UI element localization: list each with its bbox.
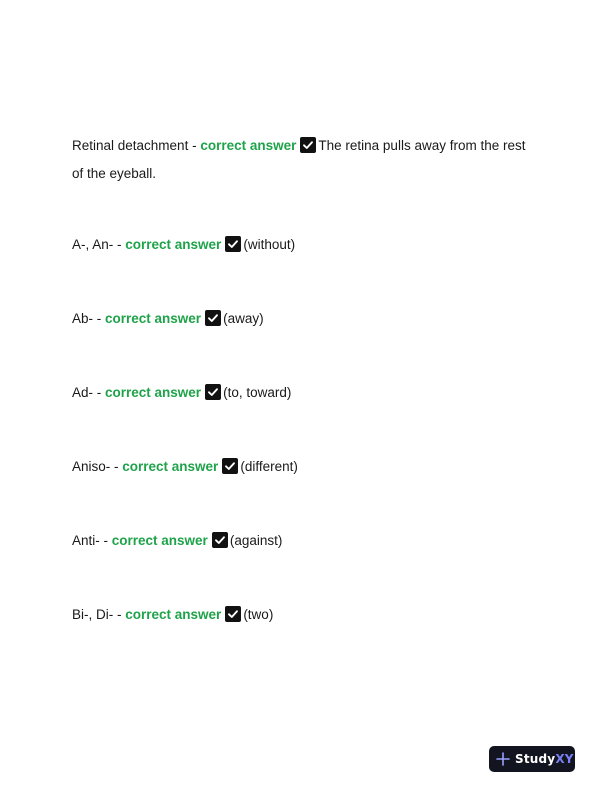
list-item [72, 231, 542, 259]
answer-label: correct answer [111, 533, 208, 548]
term: Retinal detachment - [72, 138, 201, 153]
definition: (against) [229, 533, 283, 548]
answer-label: correct answer [122, 459, 219, 474]
term: Aniso- - [72, 459, 123, 474]
term: A-, An- - [72, 237, 126, 252]
definition: (two) [243, 607, 274, 622]
term: Anti- - [72, 533, 112, 548]
definition: (to, toward) [223, 385, 292, 400]
check-icon [222, 458, 238, 474]
check-icon [205, 310, 221, 326]
term: Bi-, Di- - [72, 607, 126, 622]
answer-label: correct answer [125, 237, 222, 252]
list-item [72, 527, 542, 555]
list-item [72, 379, 542, 407]
term: Ab- - [72, 311, 106, 326]
check-icon [225, 606, 241, 622]
term: Ad- - [72, 385, 106, 400]
flashcard-list [72, 132, 542, 629]
studyxy-logo[interactable] [489, 746, 575, 772]
answer-label: correct answer [125, 607, 222, 622]
check-icon [300, 137, 316, 153]
list-item [72, 601, 542, 629]
brand-name: StudyXY [515, 752, 574, 766]
check-icon [225, 236, 241, 252]
answer-label: correct answer [105, 311, 202, 326]
plus-icon [496, 752, 510, 766]
list-item [72, 132, 542, 188]
definition: (different) [240, 459, 298, 474]
list-item [72, 453, 542, 481]
definition: (without) [243, 237, 296, 252]
answer-label: correct answer [200, 138, 297, 153]
check-icon [212, 532, 228, 548]
definition: (away) [223, 311, 264, 326]
definition: The retina pulls away from the rest [318, 138, 526, 153]
check-icon [205, 384, 221, 400]
definition-continued: of the eyeball. [72, 166, 157, 181]
list-item [72, 305, 542, 333]
answer-label: correct answer [105, 385, 202, 400]
